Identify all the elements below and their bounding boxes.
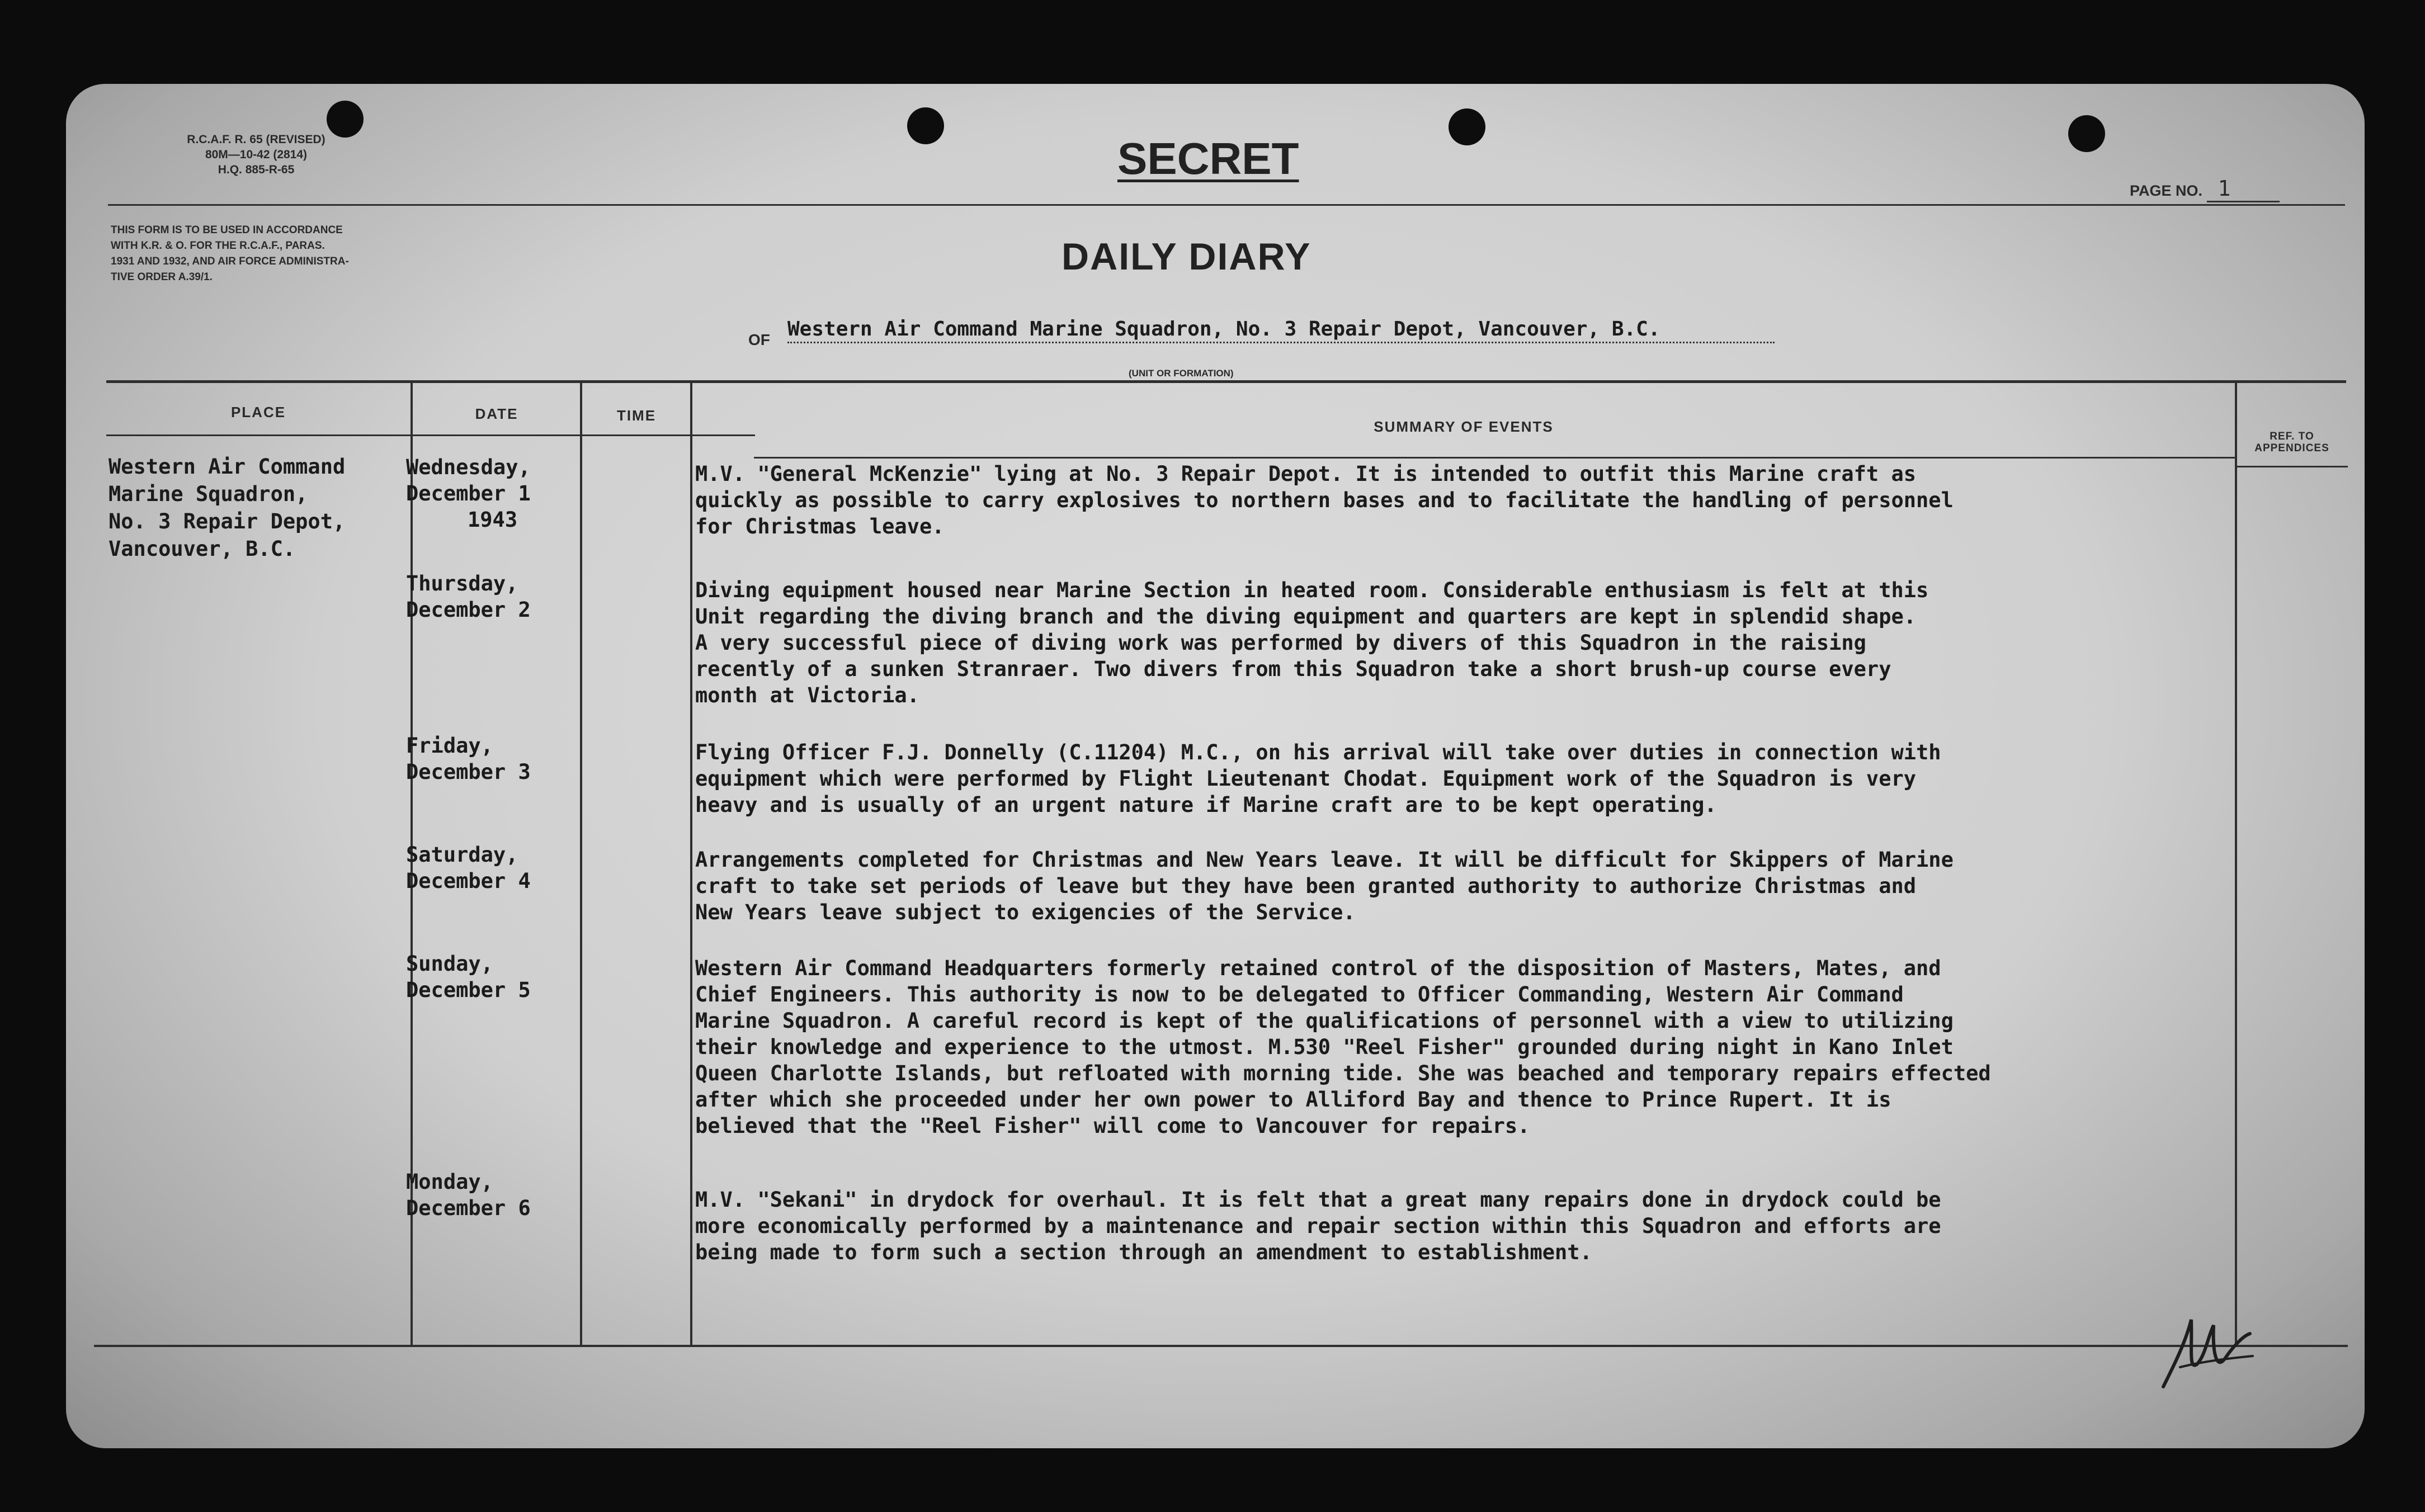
date-cell [406, 570, 574, 623]
event-summary: Diving equipment housed near Marine Section in heated room. Considerable enthusiasm is felt at this Unit regarding the diving branch and the diving equipment and quarters are kept in splendid shape. A very successful piece of diving work was performed by divers of this Squadron in the raising recently of a sunken Stranraer. Two divers from this Squadron take a short brush-up course every month at Victoria. [695, 578, 1929, 707]
page-number-field [2130, 176, 2280, 202]
column-header-ref [2237, 431, 2347, 454]
signature-initials [2158, 1303, 2258, 1398]
punch-hole [2068, 115, 2105, 152]
form-note-line: TIVE ORDER A.39/1. [111, 271, 213, 283]
form-code-line: H.Q. 885-R-65 [218, 163, 295, 176]
punch-hole [1449, 108, 1485, 145]
page-number-label: PAGE NO. [2130, 182, 2203, 199]
column-header-rule [754, 457, 2236, 459]
column-header-rule [2236, 466, 2348, 467]
date-day: Sunday, [406, 952, 493, 976]
page-title: DAILY DIARY [1061, 235, 1311, 278]
place-cell [108, 453, 411, 563]
column-divider-ref [2235, 380, 2237, 1346]
form-usage-note [111, 223, 541, 285]
form-note-line: 1931 AND 1932, AND AIR FORCE ADMINISTRA- [111, 256, 349, 267]
event-summary: M.V. "Sekani" in drydock for overhaul. It is felt that a great many repairs done in drydock could be more economically performed by a maintenance and repair section within this Squadron and efforts are being made to form such a section through an amendment to establishment. [695, 1188, 1941, 1264]
diary-sheet [66, 84, 2365, 1448]
classification-heading: SECRET [1117, 134, 1299, 183]
punch-hole [907, 107, 944, 144]
unit-caption: (UNIT OR FORMATION) [1129, 368, 1234, 379]
event-summary: M.V. "General McKenzie" lying at No. 3 Repair Depot. It is intended to outfit this Marine craft as quickly as possible to carry explosives to northern bases and to facilitate the handling of personnel for Christmas leave. [695, 462, 1954, 538]
date-day: Friday, [406, 734, 493, 758]
table-top-rule [106, 380, 2346, 383]
place-line: Vancouver, B.C. [108, 537, 296, 561]
date-month-day: December 6 [406, 1196, 531, 1220]
date-month-day: December 5 [406, 978, 531, 1002]
place-line: No. 3 Repair Depot, [108, 509, 346, 533]
event-summary: Western Air Command Headquarters formerly retained control of the disposition of Masters, Mates, and Chief Engineers. This authority is now to be delegated to Officer Commanding, Western Air Command Marine Squadron. A careful record is kept of the qualifications of personnel with a view to utilizing their knowledge and experience to the utmost. M.530 "Reel Fisher" grounded during night in Kano Inlet Queen Charlotte Islands, but refloated with morning tide. She was beached and temporary repairs effected after which she proceeded under her own power to Alliford Bay and thence to Prince Rupert. It is believed that the "Reel Fisher" will come to Vancouver for repairs. [695, 956, 1991, 1138]
ref-header-line: APPENDICES [2254, 442, 2329, 454]
date-month-day: December 4 [406, 869, 531, 893]
date-month-day: December 1 [406, 481, 531, 505]
event-summary: Flying Officer F.J. Donnelly (C.11204) M.C., on his arrival will take over duties in connection with equipment which were performed by Flight Lieutenant Chodat. Equipment work of the Squadron is very heavy and is usually of an urgent nature if Marine craft are to be kept operating. [695, 740, 1941, 817]
unit-of-label: OF [748, 331, 770, 348]
form-note-line: WITH K.R. & O. FOR THE R.C.A.F., PARAS. [111, 240, 325, 252]
ref-header-line: REF. TO [2270, 431, 2314, 442]
form-code-line: R.C.A.F. R. 65 (REVISED) [187, 133, 325, 146]
date-cell [406, 842, 574, 894]
form-code-line: 80M—10-42 (2814) [205, 148, 308, 161]
date-day: Wednesday, [406, 455, 531, 479]
column-header-place: PLACE [230, 404, 286, 420]
date-cell [406, 1169, 574, 1221]
place-line: Marine Squadron, [108, 482, 308, 506]
date-cell [406, 951, 574, 1003]
column-header-time: TIME [616, 407, 657, 424]
event-summary: Arrangements completed for Christmas and New Years leave. It will be difficult for Skippers of Marine craft to take set periods of leave but they have been granted authority to authorize Christmas and New Years leave subject to exigencies of the Service. [695, 848, 1954, 924]
form-code [122, 132, 390, 177]
date-month-day: December 2 [406, 598, 531, 622]
page-number-value: 1 [2207, 176, 2280, 202]
date-month-day: December 3 [406, 760, 531, 784]
column-divider-time [690, 380, 692, 1346]
unit-name: Western Air Command Marine Squadron, No. 3 Repair Depot, Vancouver, B.C. [787, 318, 1775, 343]
date-year: 1943 [468, 508, 518, 532]
column-header-date: DATE [475, 405, 518, 422]
place-line: Western Air Command [108, 455, 346, 479]
form-note-line: THIS FORM IS TO BE USED IN ACCORDANCE [111, 224, 343, 236]
date-day: Thursday, [406, 571, 518, 596]
table-bottom-rule [94, 1345, 2348, 1347]
column-header-summary: SUMMARY OF EVENTS [1374, 418, 1554, 435]
date-cell [406, 733, 574, 785]
column-divider-date [580, 380, 582, 1346]
date-day: Saturday, [406, 843, 518, 867]
date-cell [406, 454, 574, 533]
header-rule [108, 204, 2345, 206]
column-header-rule [106, 434, 755, 436]
date-day: Monday, [406, 1170, 493, 1194]
